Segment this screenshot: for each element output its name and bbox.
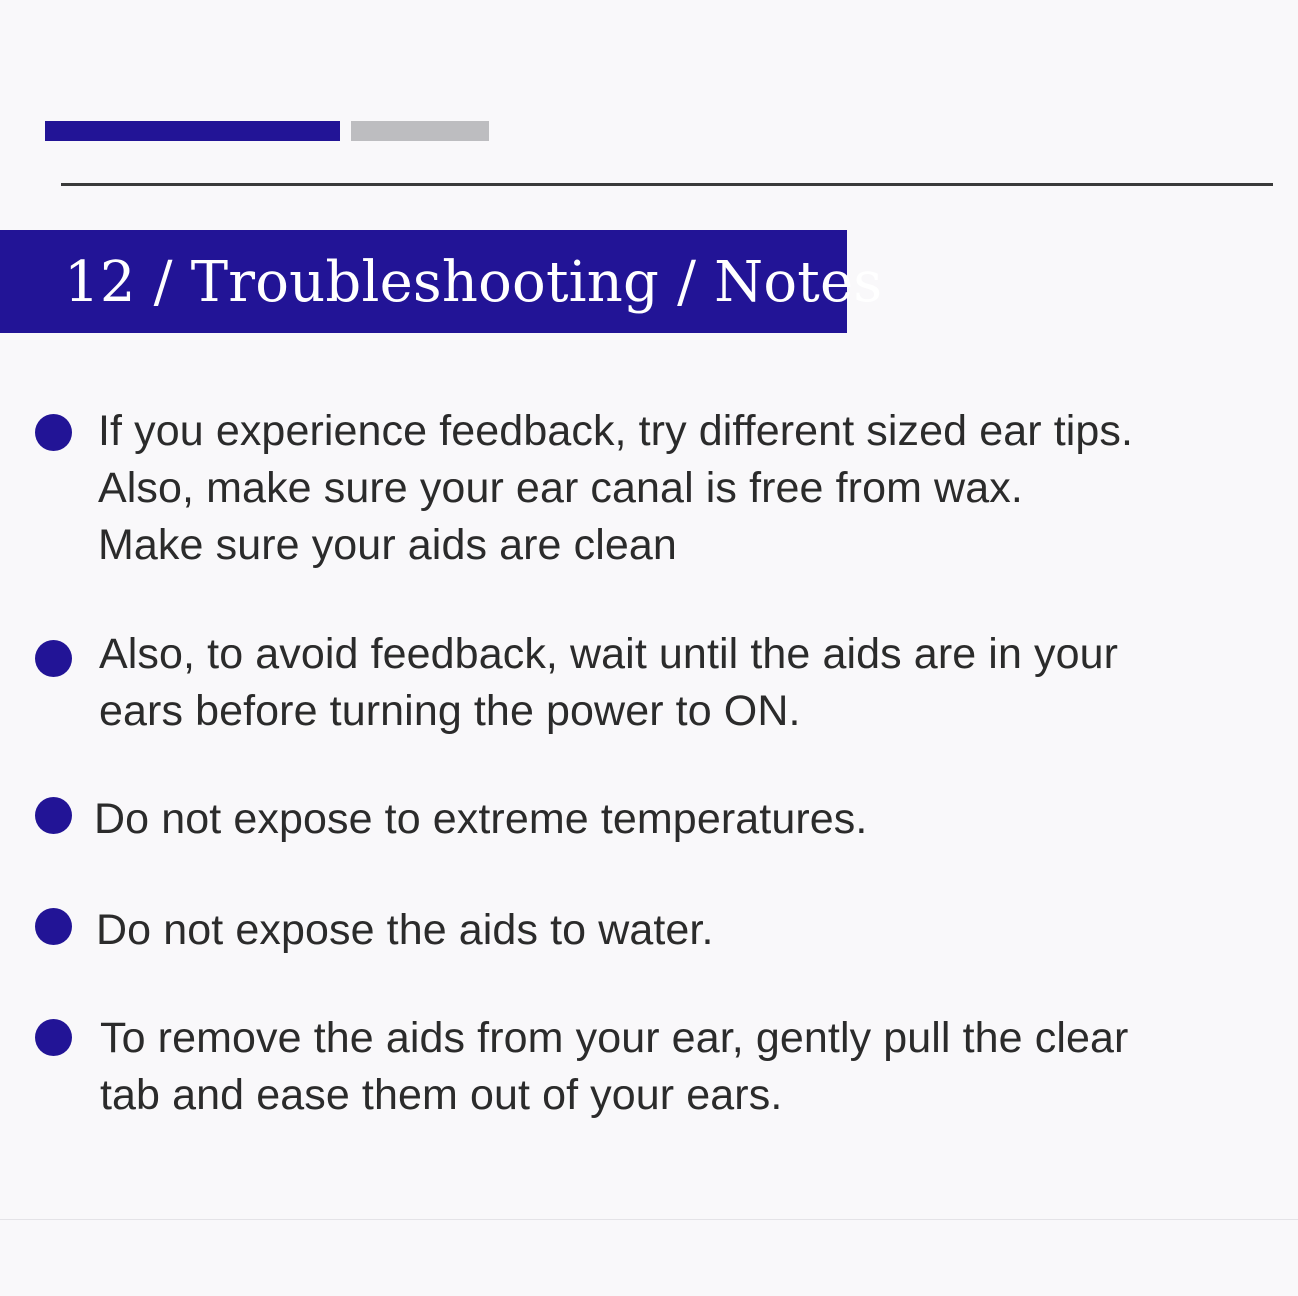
note-item-feedback-tips: [98, 403, 1133, 574]
note-line: To remove the aids from your ear, gently pull the clear: [100, 1014, 1129, 1062]
note-line: ears before turning the power to ON.: [99, 687, 801, 735]
bullet-dot: [35, 414, 72, 451]
accent-bar-primary: [45, 121, 340, 141]
page-title: 12 / Troubleshooting / Notes: [64, 250, 883, 315]
bullet-dot: [35, 797, 72, 834]
bullet-dot: [35, 1019, 72, 1056]
bullet-dot: [35, 640, 72, 677]
note-line: Make sure your aids are clean: [98, 521, 677, 569]
note-line: Also, make sure your ear canal is free from wax.: [98, 464, 1023, 512]
note-line: If you experience feedback, try different sized ear tips.: [98, 407, 1134, 455]
note-line: Also, to avoid feedback, wait until the aids are in your: [99, 630, 1119, 678]
bullet-dot: [35, 908, 72, 945]
accent-bar-secondary: [351, 121, 489, 141]
header-divider: [61, 183, 1273, 186]
note-item-temperatures: [94, 791, 867, 848]
note-line: tab and ease them out of your ears.: [100, 1071, 783, 1119]
note-line: Do not expose to extreme temperatures.: [94, 795, 868, 843]
note-item-power-on: [99, 626, 1118, 740]
note-item-removal: [100, 1010, 1128, 1124]
footer-divider: [0, 1219, 1298, 1220]
note-line: Do not expose the aids to water.: [96, 906, 714, 954]
note-item-water: [96, 902, 714, 959]
